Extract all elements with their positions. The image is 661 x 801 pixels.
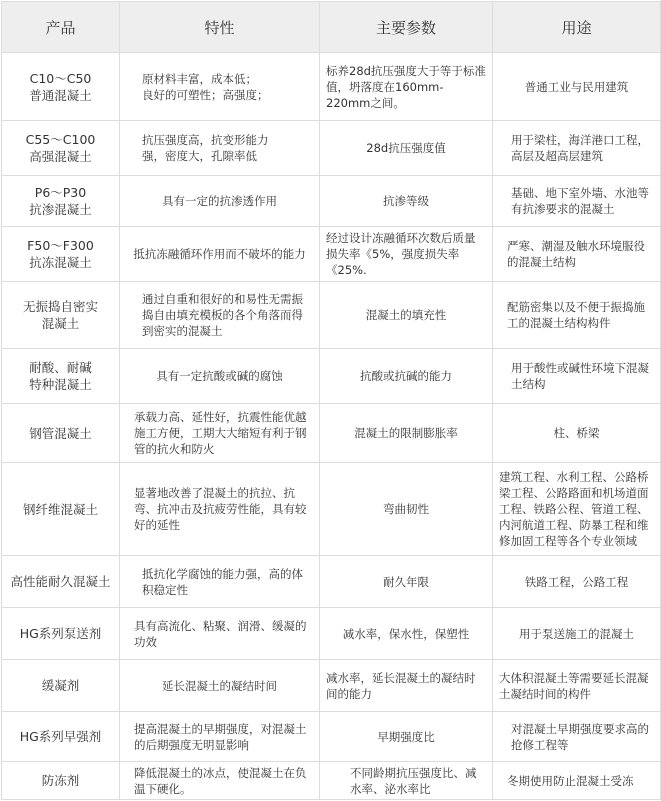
product-cell: P6～P30 抗渗混凝土 xyxy=(2,176,120,227)
use-cell: 大体积混凝土等需要延长混凝土凝结时间的构件 xyxy=(493,660,661,712)
use-cell: 柱、桥梁 xyxy=(493,404,661,463)
use-cell: 建筑工程、水利工程、公路桥梁工程、公路路面和机场道面工程、铁路公程、管道工程、内河航道工程、防暴工程和维修加固工程等各个专业领域 xyxy=(493,463,661,556)
use-cell: 配筋密集以及不便于振捣施工的混凝土结构构件 xyxy=(493,282,661,349)
param-cell: 混凝土的限制膨胀率 xyxy=(320,404,493,463)
param-cell: 弯曲韧性 xyxy=(320,463,493,556)
feature-cell: 降低混凝土的冰点，使混凝土在负温下硬化。 xyxy=(120,762,320,800)
product-cell: C55～C100 高强混凝土 xyxy=(2,121,120,176)
feature-cell: 延长混凝土的凝结时间 xyxy=(120,660,320,712)
param-cell: 经过设计冻融循环次数后质量损失率《5%，强度损失率《25%. xyxy=(320,227,493,282)
product-cell: C10～C50 普通混凝土 xyxy=(2,53,120,121)
table-row xyxy=(2,556,661,608)
table-row xyxy=(2,463,661,556)
table-row xyxy=(2,608,661,660)
use-cell: 严寒、潮湿及触水环境服役的混凝土结构 xyxy=(493,227,661,282)
product-cell: 高性能耐久混凝土 xyxy=(2,556,120,608)
feature-cell: 通过自重和很好的和易性无需振捣自由填充模板的各个角落而得到密实的混凝土 xyxy=(120,282,320,349)
header-feature: 特性 xyxy=(120,2,320,53)
table-row xyxy=(2,227,661,282)
header-product: 产品 xyxy=(2,2,120,53)
product-cell: 缓凝剂 xyxy=(2,660,120,712)
param-cell: 减水率，延长混凝土的凝结时间的能力 xyxy=(320,660,493,712)
param-cell: 28d抗压强度值 xyxy=(320,121,493,176)
use-cell: 用于梁柱，海洋港口工程，高层及超高层建筑 xyxy=(493,121,661,176)
concrete-products-table xyxy=(1,1,661,800)
table-header-row xyxy=(2,2,661,53)
table-row xyxy=(2,349,661,404)
feature-cell: 抗压强度高，抗变形能力强，密度大，孔隙率低 xyxy=(120,121,320,176)
param-cell: 耐久年限 xyxy=(320,556,493,608)
table-row xyxy=(2,121,661,176)
table-row xyxy=(2,282,661,349)
header-usage: 用途 xyxy=(493,2,661,53)
feature-cell: 承载力高、延性好，抗震性能优越施工方便，工期大大缩短有利于钢管的抗火和防火 xyxy=(120,404,320,463)
product-cell: 钢管混凝土 xyxy=(2,404,120,463)
feature-cell: 具有高流化、粘聚、润滑、缓凝的功效 xyxy=(120,608,320,660)
feature-cell: 抵抗冻融循环作用而不破坏的能力 xyxy=(120,227,320,282)
param-cell: 混凝土的填充性 xyxy=(320,282,493,349)
param-cell: 抗渗等级 xyxy=(320,176,493,227)
use-cell: 用于泵送施工的混凝土 xyxy=(493,608,661,660)
feature-cell: 显著地改善了混凝土的抗拉、抗弯、抗冲击及抗疲劳性能，具有较好的延性 xyxy=(120,463,320,556)
product-cell: 无振捣自密实 混凝土 xyxy=(2,282,120,349)
product-cell: 防冻剂 xyxy=(2,762,120,800)
feature-cell: 具有一定的抗渗透作用 xyxy=(120,176,320,227)
feature-cell: 提高混凝土的早期强度，对混凝土的后期强度无明显影响 xyxy=(120,712,320,762)
use-cell: 冬期使用防止混凝土受冻 xyxy=(493,762,661,800)
table-row xyxy=(2,53,661,121)
use-cell: 对混凝土早期强度要求高的抢修工程等 xyxy=(493,712,661,762)
table-row xyxy=(2,660,661,712)
use-cell: 用于酸性或碱性环境下混凝土结构 xyxy=(493,349,661,404)
product-cell: HG系列早强剂 xyxy=(2,712,120,762)
feature-cell: 原材料丰富，成本低； 良好的可塑性；高强度； xyxy=(120,53,320,121)
product-cell: 耐酸、耐碱 特种混凝土 xyxy=(2,349,120,404)
table-row xyxy=(2,712,661,762)
use-cell: 铁路工程，公路工程 xyxy=(493,556,661,608)
table-row xyxy=(2,762,661,800)
table-row xyxy=(2,404,661,463)
feature-cell: 具有一定抗酸或碱的腐蚀 xyxy=(120,349,320,404)
use-cell: 基础、地下室外墙、水池等有抗渗要求的混凝土 xyxy=(493,176,661,227)
feature-cell: 抵抗化学腐蚀的能力强，高的体积稳定性 xyxy=(120,556,320,608)
header-parameters: 主要参数 xyxy=(320,2,493,53)
product-cell: 钢纤维混凝土 xyxy=(2,463,120,556)
param-cell: 减水率，保水性，保塑性 xyxy=(320,608,493,660)
product-cell: HG系列泵送剂 xyxy=(2,608,120,660)
product-cell: F50～F300 抗冻混凝土 xyxy=(2,227,120,282)
param-cell: 不同龄期抗压强度比、减水率、泌水率比 xyxy=(320,762,493,800)
param-cell: 标养28d抗压强度大于等于标准值，坍落度在160mm-220mm之间。 xyxy=(320,53,493,121)
param-cell: 早期强度比 xyxy=(320,712,493,762)
use-cell: 普通工业与民用建筑 xyxy=(493,53,661,121)
table-row xyxy=(2,176,661,227)
param-cell: 抗酸或抗碱的能力 xyxy=(320,349,493,404)
